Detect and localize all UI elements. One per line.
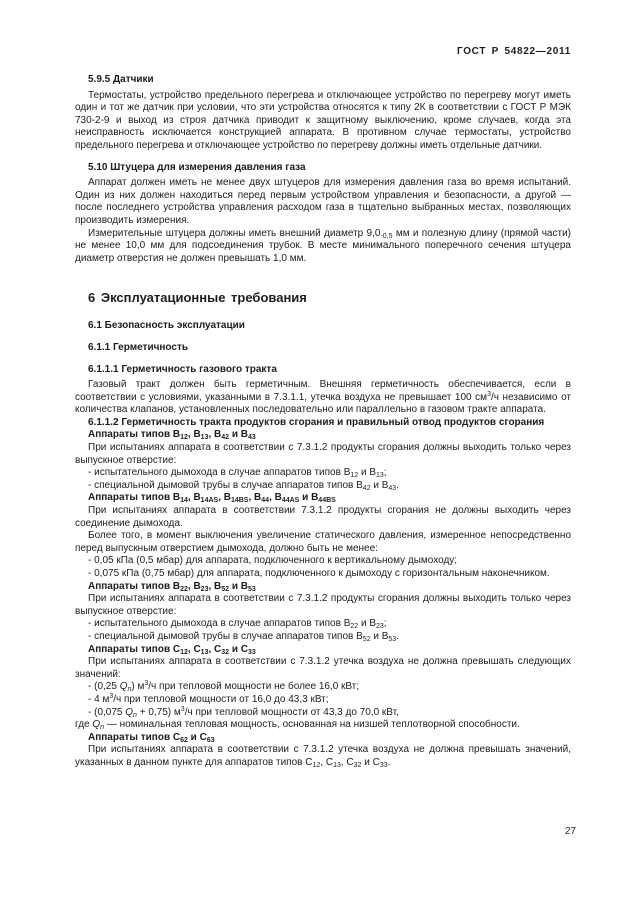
paragraph: При испытаниях аппарата в соответствии с 7.3.1.2 утечка воздуха не должна превышать значений, указанных в данном пункте для аппаратов типов $С_{12}$, $С_{13}$, $С_{32}$ и $С_{33}$. (75, 744, 571, 769)
page-number: 27 (564, 826, 576, 837)
paragraph: - специальной дымовой трубы в случае аппаратов типов $В_{52}$ и $В_{53}$. (88, 630, 399, 643)
paragraph: - специальной дымовой трубы в случае аппаратов типов $В_{42}$ и $В_{43}$. (88, 479, 399, 492)
paragraph: - 0,05 кПа (0,5 мбар) для аппарата, подключенного к вертикальному дымоходу; (88, 555, 458, 567)
bold-paragraph: Аппараты типов $В_{14}$, $В_{14AS}$, $В_{14BS}$, $В_{44}$, $В_{44AS}$ и $В_{44BS}$ (88, 492, 336, 505)
section-heading: 5.10 Штуцера для измерения давления газа (88, 161, 306, 173)
paragraph: - испытательного дымохода в случае аппаратов типов $В_{12}$ и $В_{13}$; (88, 467, 387, 480)
paragraph: При испытаниях аппарата в соответствии с 7.3.1.2 продукты сгорания должны выходить только через выпускное отверстие: (75, 442, 571, 466)
paragraph: Измерительные штуцера должны иметь внешний диаметр $9,0_{-0,5}$ мм и полезную длину (прямой части) не менее 10,0 мм для подсоединения трубок. В месте минимального поперечного сечения штуцера диаметр отверстия не должен превышать 1,0 мм. (75, 227, 571, 264)
section-heading: 6.1.1.2 Герметичность тракта продуктов сгорания и правильный отвод продуктов сгорания (88, 416, 545, 428)
paragraph: Аппарат должен иметь не менее двух штуцеров для измерения давления газа во время испытаний. Один из них должен находиться перед первым устройством управления и безопасности, а другой — после последнего устройства управления расходом газа в тщательно выбранных местах, позволяющих производить измерения. (75, 177, 571, 226)
paragraph: - (0,075 $Q_n + 0,75$) $м^3/ч$ при тепловой мощности от 43,3 до 70,0 кВт, (88, 705, 399, 719)
paragraph: - (0,25 $Q_n$) $м^3/ч$ при тепловой мощности не более 16,0 кВт; (88, 680, 360, 694)
section-heading: 6.1.1.1 Герметичность газового тракта (88, 363, 277, 375)
paragraph: Термостаты, устройство предельного перегрева и отключающее устройство по перегреву могут иметь один и тот же датчик при условии, что эти устройства относятся к типу 2К в соответствии с ГОСТ Р МЭК 730-2-9 и выход из строя датчика приводит к защитному выключению, кроме случаев, когда эта неисправность исключается конструкцией аппарата. В противном случае термостаты, устройство предельного перегрева и отключающее устройство по перегреву должны иметь отдельные датчики. (75, 89, 571, 151)
paragraph: При испытаниях аппарата в соответствии с 7.3.1.2 утечка воздуха не должна превышать следующих значений: (75, 656, 571, 680)
section-heading: 6.1.1 Герметичность (88, 341, 189, 353)
bold-paragraph: Аппараты типов $С_{12}$, $С_{13}$, $С_{32}$ и $С_{33}$ (88, 643, 256, 656)
bold-paragraph: Аппараты типов $В_{22}$, $В_{23}$, $В_{52}$ и $В_{53}$ (88, 580, 256, 593)
paragraph: При испытаниях аппарата в соответствии с 7.3.1.2 продукты сгорания должны выходить только через выпускное отверстие: (75, 593, 571, 617)
bold-paragraph: Аппараты типов $С_{62}$ и $С_{63}$ (88, 731, 215, 744)
section-heading: 6 Эксплуатационные требования (88, 290, 307, 306)
section-heading: 5.9.5 Датчики (88, 74, 154, 85)
paragraph: - 0,075 кПа (0,75 мбар) для аппарата, подключенного к дымоходу с горизонтальным наконечником. (88, 568, 550, 579)
bold-paragraph: Аппараты типов $В_{12}$, $В_{13}$, $В_{42}$ и $В_{43}$ (88, 429, 256, 442)
paragraph: где $Q_n$ — номинальная тепловая мощность, основанная на низшей теплотворной способности. (75, 719, 520, 732)
paragraph: - 4 $м^3/ч$ при тепловой мощности от 16,0 до 43,3 кВт; (88, 692, 329, 705)
paragraph: Газовый тракт должен быть герметичным. Внешняя герметичность обеспечивается, если в соответствии с условиями, указанными в 7.3.1.1, утечка воздуха не превышает 100 $см^3/ч$ независимо от количества клапанов, установленных последовательно или параллельно в газовом тракте аппарата. (75, 379, 572, 416)
paragraph: При испытаниях аппарата в соответствии 7.3.1.2 продукты сгорания не должны выходить через соединение дымохода. (75, 505, 571, 529)
paragraph: Более того, в момент выключения увеличение статического давления, измеренное непосредственно перед выпускным отверстием дымохода, должно быть не менее: (75, 530, 571, 554)
section-heading: 6.1 Безопасность эксплуатации (88, 320, 245, 332)
standard-number-header: ГОСТ Р 54822—2011 (456, 46, 571, 57)
paragraph: - испытательного дымохода в случае аппаратов типов $В_{22}$ и $В_{23}$; (88, 618, 387, 631)
document-content (75, 74, 571, 770)
